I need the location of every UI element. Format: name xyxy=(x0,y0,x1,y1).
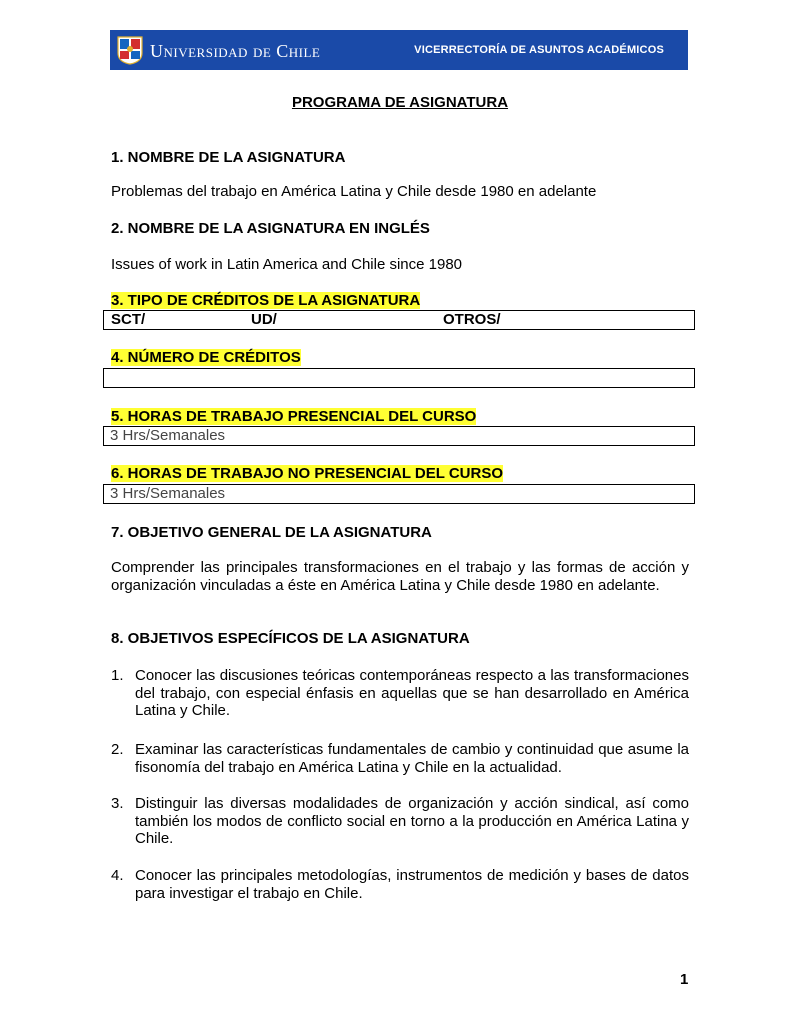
objective-item xyxy=(111,667,689,720)
objective-number: 2. xyxy=(111,741,124,758)
section-4-heading: 4. NÚMERO DE CRÉDITOS xyxy=(111,349,301,366)
university-name: Universidad de Chile xyxy=(150,41,321,61)
objective-item xyxy=(111,867,689,902)
office-name: VICERRECTORÍA DE ASUNTOS ACADÉMICOS xyxy=(414,44,664,56)
section-8-heading: 8. OBJETIVOS ESPECÍFICOS DE LA ASIGNATURA xyxy=(111,630,470,647)
presential-hours-box xyxy=(103,426,695,446)
sct-label: SCT/ xyxy=(111,311,146,328)
section-3-heading: 3. TIPO DE CRÉDITOS DE LA ASIGNATURA xyxy=(111,292,421,309)
objective-item xyxy=(111,795,689,848)
non-presential-hours-box xyxy=(103,484,695,504)
header-banner xyxy=(110,30,688,70)
course-name-english: Issues of work in Latin America and Chile since 1980 xyxy=(111,256,463,273)
page-number: 1 xyxy=(680,971,689,988)
non-presential-hours-value: 3 Hrs/Semanales xyxy=(110,485,226,502)
section-1-heading: 1. NOMBRE DE LA ASIGNATURA xyxy=(111,149,346,166)
section-7-heading: 7. OBJETIVO GENERAL DE LA ASIGNATURA xyxy=(111,524,432,541)
objective-text: Conocer las discusiones teóricas contemporáneas respecto a las transformaciones del trabajo, con especial énfasis en aquellas que se han desarrollado en América Latina y Chile. xyxy=(135,667,689,719)
credit-type-box xyxy=(103,310,695,330)
objective-number: 1. xyxy=(111,667,124,684)
objective-text: Conocer las principales metodologías, instrumentos de medición y bases de datos para investigar el trabajo en Chile. xyxy=(135,867,689,902)
presential-hours-value: 3 Hrs/Semanales xyxy=(110,427,226,444)
section-6-heading: 6. HORAS DE TRABAJO NO PRESENCIAL DEL CURSO xyxy=(111,465,503,482)
objective-item xyxy=(111,741,689,776)
general-objective-text: Comprender las principales transformaciones en el trabajo y las formas de acción y organización vinculadas a éste en América Latina y Chile desde 1980 en adelante. xyxy=(111,559,689,594)
objective-text: Examinar las características fundamentales de cambio y continuidad que asume la fisonomía del trabajo en América Latina y Chile en la actualidad. xyxy=(135,741,689,776)
page-title: PROGRAMA DE ASIGNATURA xyxy=(291,94,509,111)
otros-label: OTROS/ xyxy=(443,311,501,328)
objective-number: 4. xyxy=(111,867,124,884)
objective-number: 3. xyxy=(111,795,124,812)
section-2-heading: 2. NOMBRE DE LA ASIGNATURA EN INGLÉS xyxy=(111,220,430,237)
section-5-heading: 5. HORAS DE TRABAJO PRESENCIAL DEL CURSO xyxy=(111,408,477,425)
ud-label: UD/ xyxy=(251,311,277,328)
credits-number-box xyxy=(103,368,695,388)
university-crest-icon xyxy=(117,35,143,65)
course-name: Problemas del trabajo en América Latina y Chile desde 1980 en adelante xyxy=(111,183,597,200)
objective-text: Distinguir las diversas modalidades de organización y acción sindical, así como también los modos de conflicto social en torno a la producción en América Latina y Chile. xyxy=(135,795,689,847)
